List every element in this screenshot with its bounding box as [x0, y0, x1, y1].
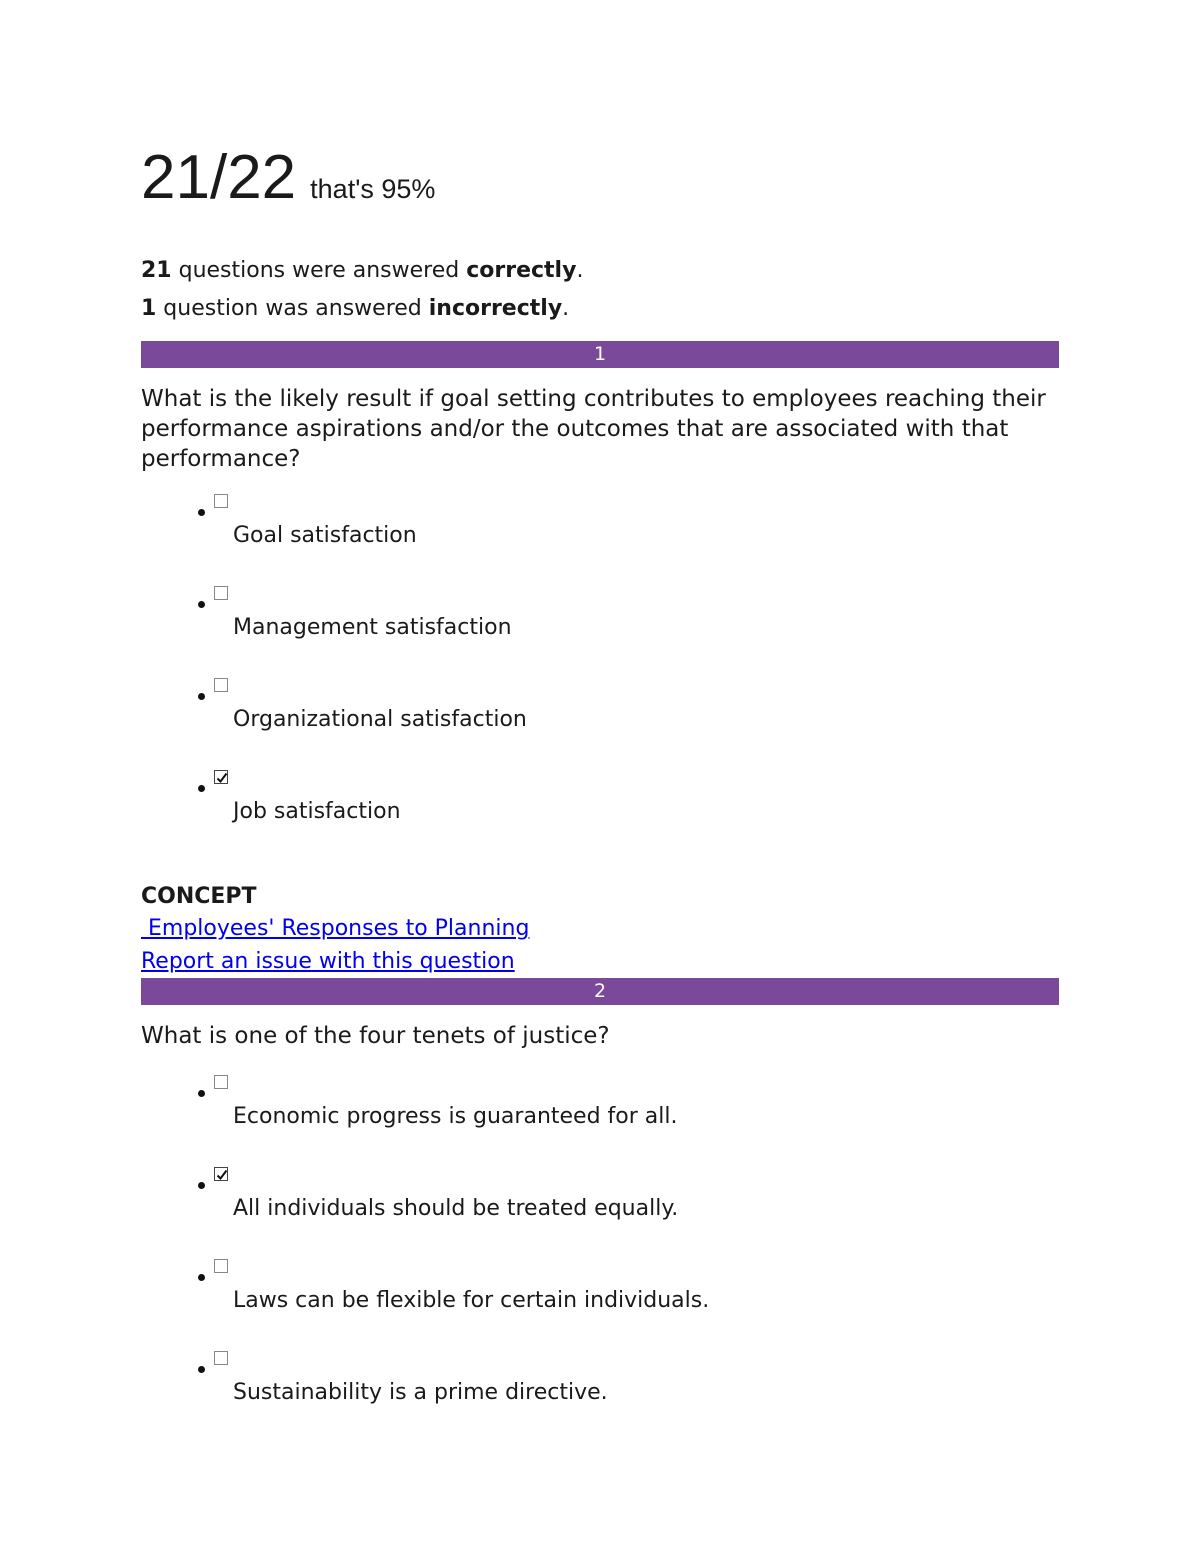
option-label: Laws can be flexible for certain individuals. — [233, 1288, 710, 1313]
score-percent: that's 95% — [310, 174, 436, 204]
answer-option[interactable] — [141, 678, 1059, 770]
answer-option[interactable] — [141, 1351, 1059, 1443]
option-label: Job satisfaction — [233, 799, 401, 824]
incorrect-count: 1 — [141, 296, 157, 321]
score-fraction: 21/22 — [141, 143, 297, 212]
bullet-icon — [198, 785, 205, 792]
checkbox-unchecked-icon[interactable] — [214, 1075, 228, 1089]
bullet-icon — [198, 601, 205, 608]
question-number-bar: 1 — [141, 341, 1059, 368]
report-issue-link[interactable]: Report an issue with this question — [141, 949, 515, 974]
question-number-bar: 2 — [141, 978, 1059, 1005]
question-text: What is one of the four tenets of justice? — [141, 1023, 610, 1049]
option-label: Management satisfaction — [233, 615, 512, 640]
bullet-icon — [198, 1366, 205, 1373]
bullet-icon — [198, 1090, 205, 1097]
incorrect-word: incorrectly — [428, 296, 563, 321]
bullet-icon — [198, 1274, 205, 1281]
answer-option[interactable] — [141, 1075, 1059, 1167]
answer-options — [141, 494, 1059, 862]
option-label: Economic progress is guaranteed for all. — [233, 1104, 678, 1129]
answer-option[interactable] — [141, 1259, 1059, 1351]
checkbox-unchecked-icon[interactable] — [214, 678, 228, 692]
bullet-icon — [198, 1182, 205, 1189]
answer-option[interactable] — [141, 1167, 1059, 1259]
option-label: All individuals should be treated equally. — [233, 1196, 679, 1221]
quiz-results-page — [141, 140, 1059, 1443]
correct-summary-text: questions were answered — [171, 258, 467, 283]
score-header — [141, 140, 1059, 216]
answer-options — [141, 1075, 1059, 1443]
question-text: What is the likely result if goal setting contributes to employees reaching their performance aspirations and/or the outcomes that are associated with that performance? — [141, 386, 1046, 472]
correct-summary — [141, 252, 1059, 290]
bullet-icon — [198, 693, 205, 700]
option-label: Sustainability is a prime directive. — [233, 1380, 608, 1405]
checkbox-unchecked-icon[interactable] — [214, 1351, 228, 1365]
correct-count: 21 — [141, 258, 172, 283]
answer-option[interactable] — [141, 494, 1059, 586]
answer-option[interactable] — [141, 586, 1059, 678]
option-label: Organizational satisfaction — [233, 707, 527, 732]
incorrect-period: . — [562, 296, 570, 321]
correct-word: correctly — [466, 258, 577, 283]
checkbox-checked-icon[interactable] — [214, 770, 228, 784]
answer-option[interactable] — [141, 770, 1059, 862]
concept-heading: CONCEPT — [141, 884, 257, 909]
checkbox-unchecked-icon[interactable] — [214, 1259, 228, 1273]
checkbox-unchecked-icon[interactable] — [214, 586, 228, 600]
checkbox-unchecked-icon[interactable] — [214, 494, 228, 508]
checkbox-checked-icon[interactable] — [214, 1167, 228, 1181]
concept-link[interactable]: Employees' Responses to Planning — [141, 916, 530, 941]
bullet-icon — [198, 509, 205, 516]
incorrect-summary — [141, 290, 1059, 328]
incorrect-summary-text: question was answered — [156, 296, 429, 321]
option-label: Goal satisfaction — [233, 523, 417, 548]
correct-period: . — [576, 258, 584, 283]
